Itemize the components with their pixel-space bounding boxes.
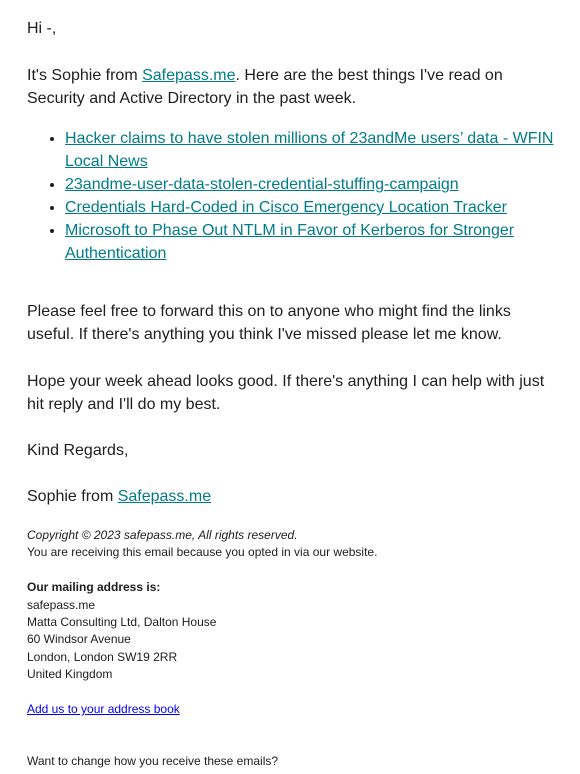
article-link-cisco[interactable]: Credentials Hard-Coded in Cisco Emergency Location Tracker (65, 199, 507, 216)
address-line: United Kingdom (27, 667, 113, 682)
list-item (65, 173, 580, 196)
safepass-link[interactable]: Safepass.me (142, 67, 236, 84)
sign-off: Kind Regards, (27, 442, 129, 459)
signature-safepass-link[interactable]: Safepass.me (117, 488, 212, 505)
address-line: London, London SW19 2RR (27, 649, 178, 664)
intro-prefix: It's Sophie from (27, 67, 143, 84)
article-link-ntlm[interactable]: Microsoft to Phase Out NTLM in Favor of Kerberos for Stronger Authentication (65, 222, 515, 262)
address-line: Matta Consulting Ltd, Dalton House (27, 615, 217, 630)
address-line: safepass.me (27, 597, 96, 612)
intro-suffix: . Here are the best things I've read on Security and Active Directory in the past week. (27, 67, 503, 107)
article-list (27, 127, 580, 265)
hope-paragraph: Hope your week ahead looks good. If there's anything I can help with just hit reply and I'll do my best. (27, 373, 545, 413)
list-item (65, 196, 580, 219)
intro-paragraph (27, 64, 557, 110)
add-to-address-book-link[interactable]: Add us to your address book (27, 702, 180, 717)
signature-prefix: Sophie from (27, 488, 118, 505)
list-item (65, 127, 580, 173)
list-item (65, 219, 580, 265)
address-line: 60 Windsor Avenue (27, 632, 131, 647)
copyright-text: Copyright © 2023 safepass.me, All rights reserved. (27, 528, 298, 542)
greeting: Hi -, (27, 20, 57, 37)
article-link-23andme-wfin[interactable]: Hacker claims to have stolen millions of 23andMe users’ data - WFIN Local News (65, 130, 554, 170)
optin-reason: You are receiving this email because you opted in via our website. (27, 545, 378, 560)
change-preferences-prompt: Want to change how you receive these emails? (27, 754, 279, 768)
email-footer (27, 527, 557, 718)
mailing-address-heading: Our mailing address is: (27, 580, 161, 595)
signature (27, 485, 211, 508)
article-link-23andme-stuffing[interactable]: 23andme-user-data-stolen-credential-stuffing-campaign (65, 176, 459, 193)
forward-paragraph: Please feel free to forward this on to anyone who might find the links useful. If there's anything you think I've missed please let me know. (27, 303, 511, 343)
